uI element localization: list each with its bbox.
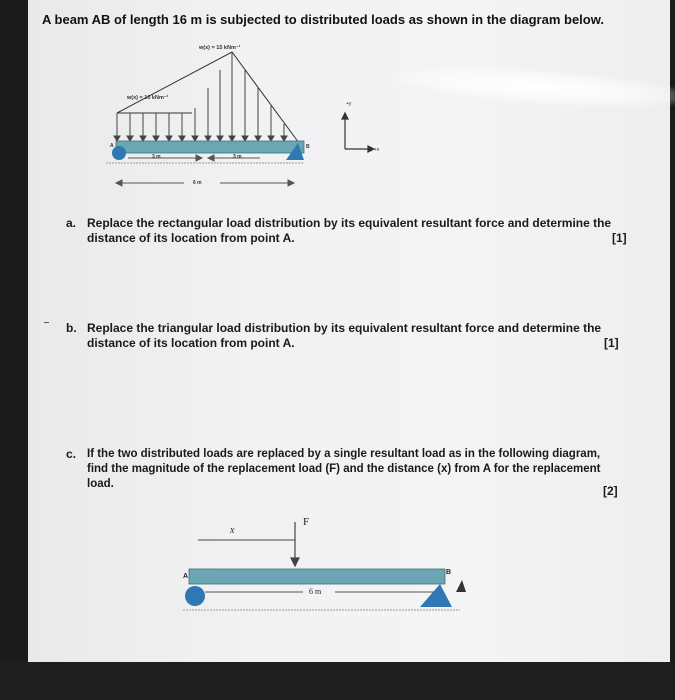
axes-icon — [342, 113, 374, 152]
pin-support-a-2 — [185, 586, 205, 606]
label-x: x — [230, 525, 235, 536]
question-c-text — [87, 447, 601, 492]
label-3m-right: 3 m — [233, 154, 242, 160]
dimension-6m — [116, 180, 294, 186]
question-b — [66, 321, 638, 355]
b-arrow-icon — [456, 580, 466, 592]
beam-2 — [189, 569, 445, 584]
label-axis-x: +x — [374, 147, 380, 153]
roller-support-b-2 — [420, 584, 452, 607]
bottom-dark-border — [0, 662, 675, 700]
question-c-letter: c. — [66, 447, 77, 461]
triangular-load-top-left — [192, 52, 232, 113]
question-b-line1: Replace the triangular load distribution by its equivalent resultant force and determine the — [87, 321, 602, 335]
margin-dash — [44, 322, 49, 323]
question-c-marks: [2] — [603, 484, 618, 498]
label-6m-2: 6 m — [309, 587, 322, 596]
question-b-text — [87, 321, 601, 351]
pin-support-a — [112, 146, 126, 160]
question-c-line1: If the two distributed loads are replaced by a single resultant load as in the following diagram, — [87, 448, 601, 460]
question-b-marks: [1] — [604, 336, 619, 350]
label-a: A — [110, 143, 114, 149]
question-a-line2: distance of its location from point A. — [87, 231, 295, 245]
question-a-text — [87, 216, 611, 246]
question-a-letter: a. — [66, 216, 77, 230]
label-3m-left: 3 m — [152, 154, 161, 160]
label-w-max: w(x) = 15 kNm⁻¹ — [199, 45, 241, 51]
label-a-2: A — [183, 573, 189, 580]
question-b-letter: b. — [66, 321, 77, 335]
label-b: B — [306, 144, 310, 150]
question-a-marks: [1] — [612, 231, 627, 245]
problem-statement: A beam AB of length 16 m is subjected to distributed loads as shown in the diagram below. — [42, 12, 604, 27]
label-b-2: B — [446, 569, 452, 576]
question-c-line3: load. — [87, 478, 114, 490]
label-w-10: w(x) = 10 kNm⁻¹ — [127, 95, 169, 101]
question-a-line1: Replace the rectangular load distribution by its equivalent resultant force and determine the — [87, 216, 612, 230]
question-c — [66, 447, 638, 497]
beam — [116, 141, 304, 153]
question-b-line2: distance of its location from point A. — [87, 336, 295, 350]
resultant-force-arrow — [291, 522, 299, 566]
label-6m: 6 m — [193, 180, 202, 186]
label-axis-y: +y — [346, 101, 352, 107]
question-c-line2: find the magnitude of the replacement load (F) and the distance (x) from A for the replacement — [87, 463, 601, 475]
label-f: F — [303, 516, 310, 528]
question-a — [66, 216, 638, 250]
